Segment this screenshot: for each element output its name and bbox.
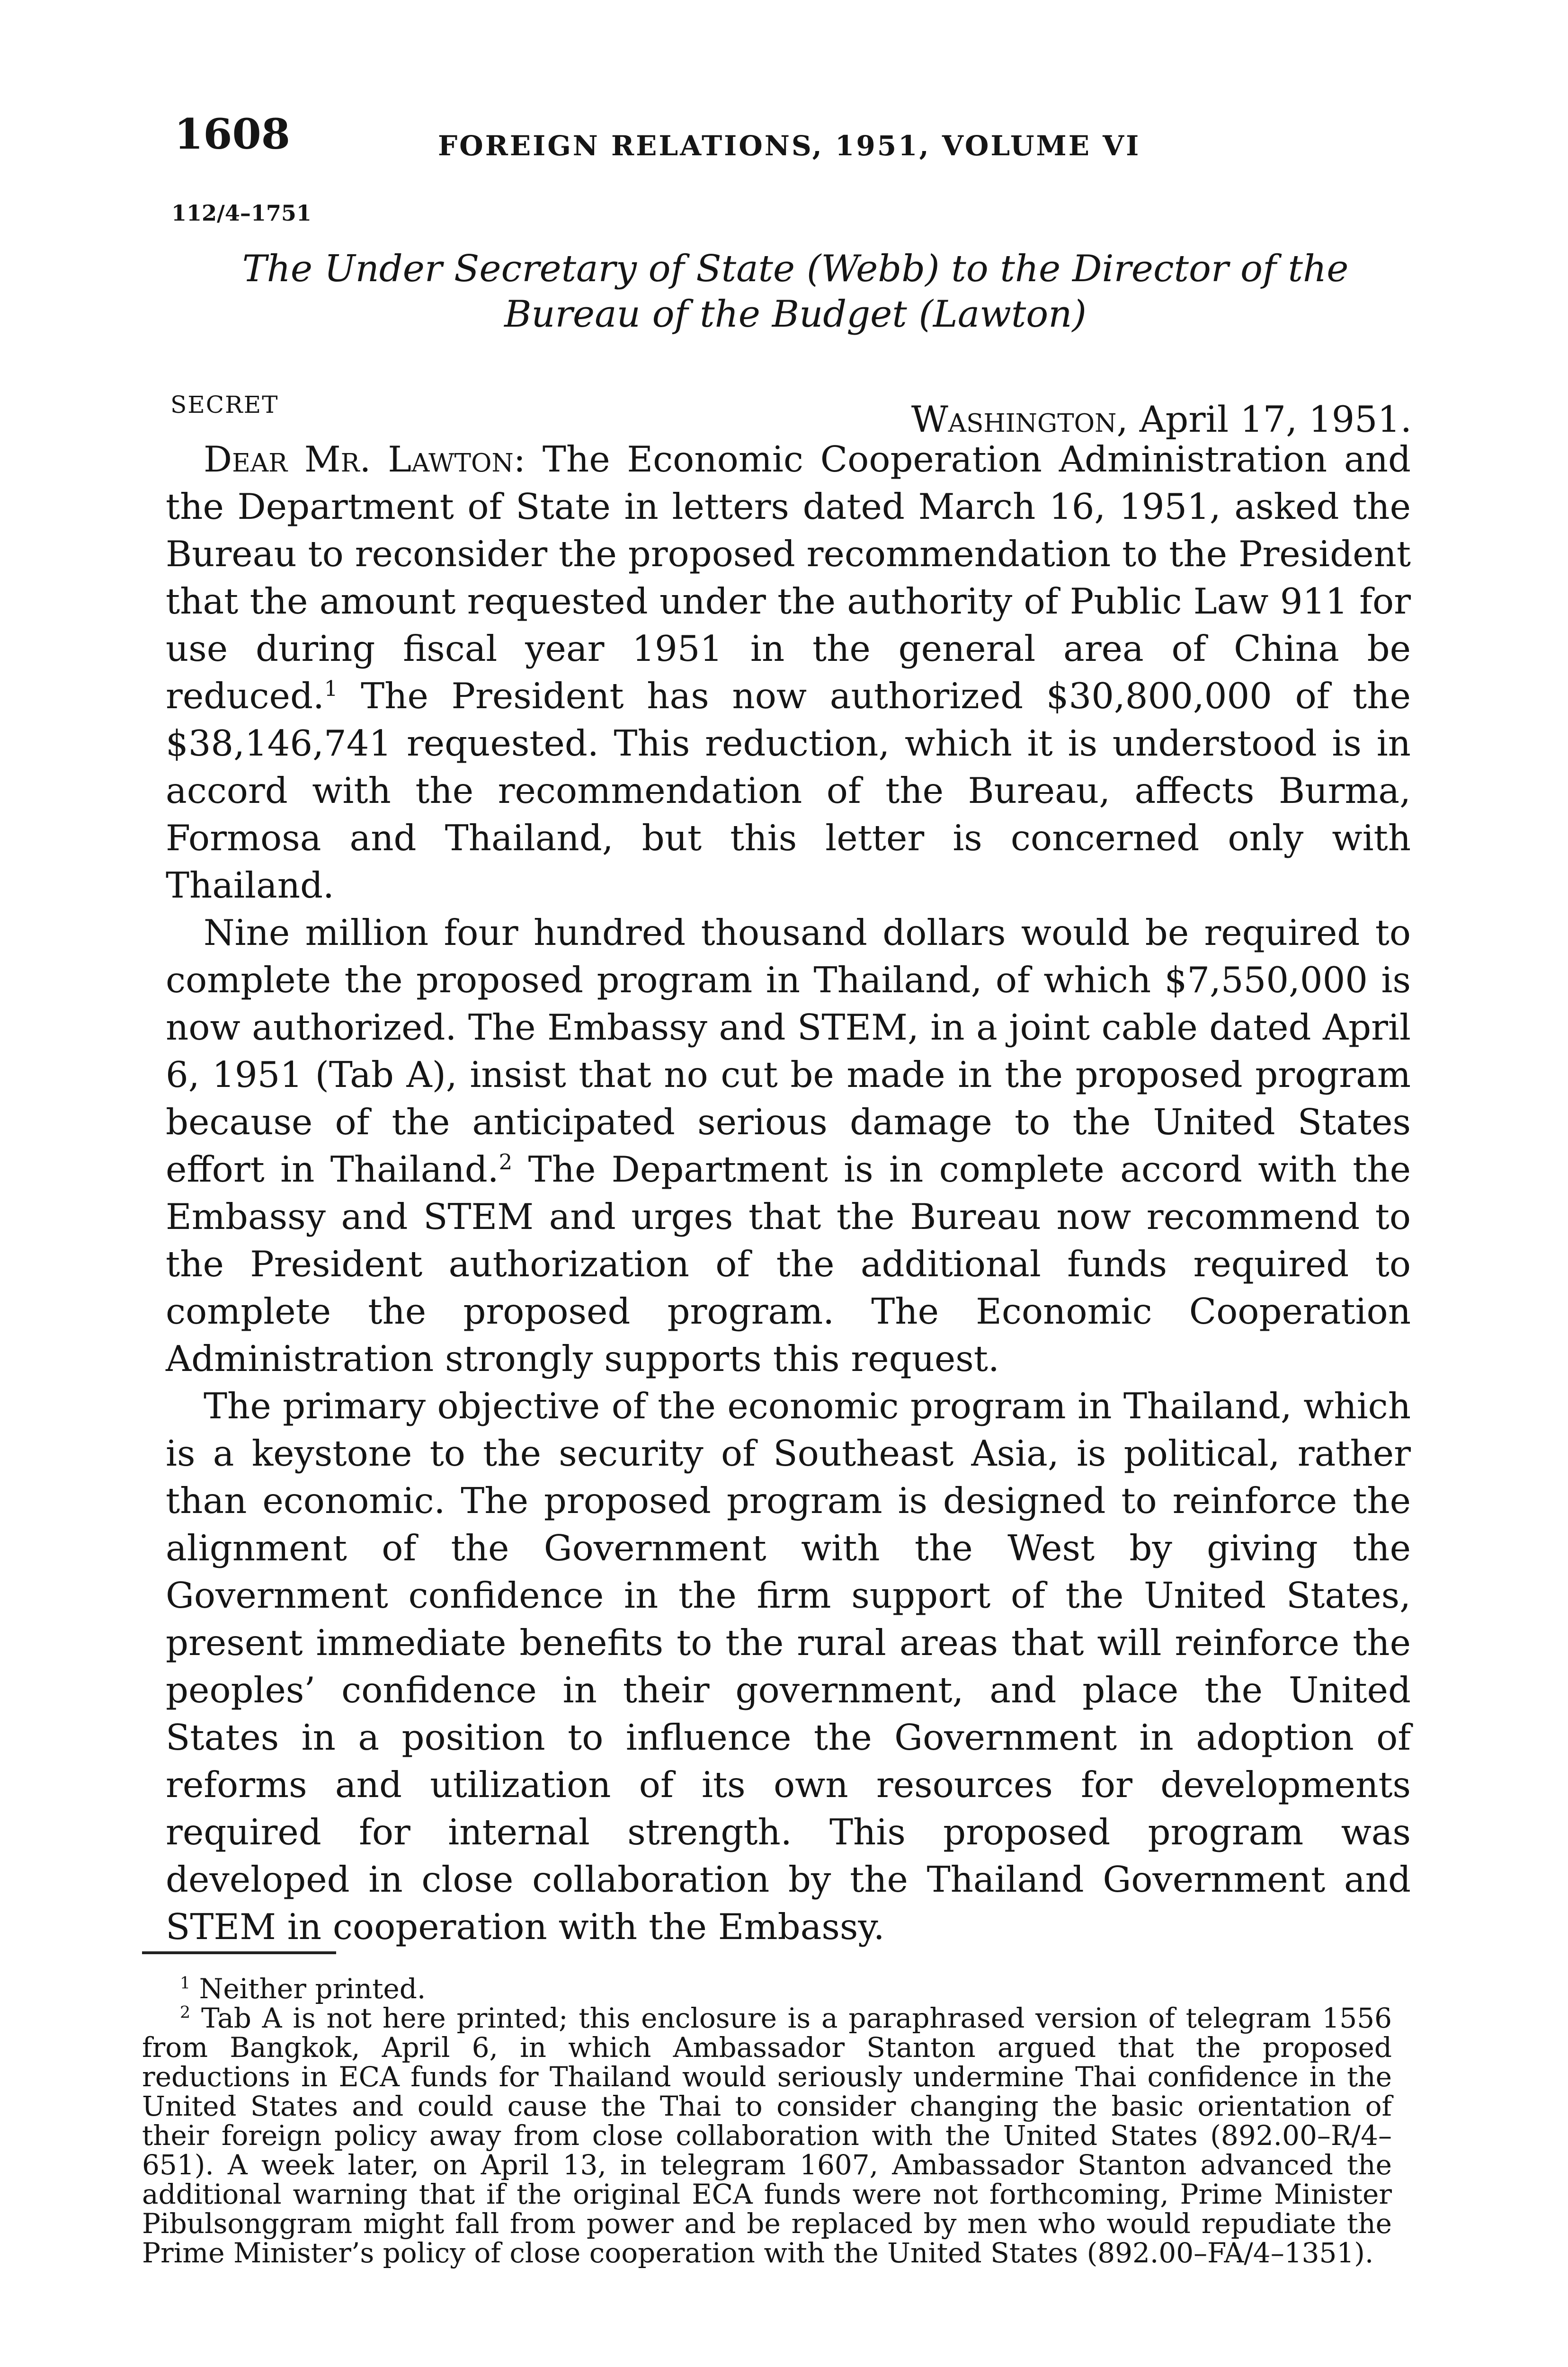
dateline-date: , April 17, 1951. [1116,398,1412,440]
letter-body [166,436,1411,1950]
paragraph-1: Dear Mr. Lawton: The Economic Cooperation Administration and the Department of State in letters dated March 16, 1951, asked the Bureau to reconsider the proposed recommendation to the President that the amount requested under the authority of Public Law 911 for use during fiscal year 1951 in the general area of China be reduced.$^1$ The President has now authorized $30,800,000 of the $38,146,741 requested. This reduction, which it is understood is in accord with the recommendation of the Bureau, affects Burma, Formosa and Thailand, but this letter is concerned only with Thailand. [166,438,1411,906]
footnotes [142,1974,1392,2268]
document-title: The Under Secretary of State (Webb) to the Director of the Bureau of the Budget (Lawton) [242,248,1349,336]
footnote-marker: 1 [180,1974,191,1993]
footnote-1 [142,1974,1392,2003]
running-head: FOREIGN RELATIONS, 1951, VOLUME VI [438,130,1141,162]
paragraph-2-text: Nine million four hundred thousand dollars would be required to complete the proposed program in Thailand, of which $7,550,000 is now authorized. The Embassy and STEM, in a joint cable dated April 6, 1951 (Tab A), insist that no cut be made in the proposed program because of the anticipated serious damage to the United States effort in Thailand. [166,912,1411,1190]
paragraph-1-continued: The President has now authorized $30,800,000 of the $38,146,741 requested. This reduction, which it is understood is in accord with the recommendation of the Bureau, affects Burma, Formosa and Thailand, but this letter is concerned only with Thailand. [166,675,1411,906]
file-number: 112/4–1751 [171,200,312,226]
footnote-2 [142,2003,1392,2268]
footnote-marker: 2 [180,2003,191,2022]
paragraph-3: The primary objective of the economic program in Thailand, which is a keystone to the security of Southeast Asia, is political, rather than economic. The proposed program is designed to reinforce the alignment of the Government with the West by giving the Government confidence in the firm support of the United States, present immediate benefits to the rural areas that will reinforce the peoples’ confidence in their government, and place the United States in a position to influence the Government in adoption of reforms and utilization of its own resources for developments required for internal strength. This proposed program was developed in close collaboration by the Thailand Government and STEM in cooperation with the Embassy. [166,1385,1411,1948]
footnote-ref-2[interactable]: 2 [499,1149,513,1175]
classification-label: SECRET [170,391,279,418]
page-number: 1608 [174,109,290,159]
dateline-place: Washington [911,398,1117,440]
paragraph-2 [166,909,1411,1382]
paragraph-2-continued: The Department is in complete accord with the Embassy and STEM and urges that the Bureau now recommend to the President authorization of the additional funds required to complete the proposed program. The Economic Cooperation Administration strongly supports this request. [166,1148,1411,1379]
footnote-ref-1[interactable]: 1 [324,676,338,701]
footnote-text: Neither printed. [190,1973,426,2005]
footnote-divider [142,1951,336,1954]
paragraph-1-text: The Economic Cooperation Administration and the Department of State in letters dated March 16, 1951, asked the Bureau to reconsider the proposed recommendation to the President that the amount requested under the authority of Public Law 911 for use during fiscal year 1951 in the general area of China be reduced. [166,438,1411,717]
footnote-text: Tab A is not here printed; this enclosure is a paraphrased version of telegram 1556 from Bangkok, April 6, in which Ambassador Stanton argued that the proposed reductions in ECA funds for Thailand would seriously undermine Thai confidence in the United States and could cause the Thai to consider changing the basic orientation of their foreign policy away from close collaboration with the United States (892.00–R/4–651). A week later, on April 13, in telegram 1607, Ambassador Stanton advanced the additional warning that if the original ECA funds were not forthcoming, Prime Minister Pibulsonggram might fall from power and be replaced by men who would repudiate the Prime Minister’s policy of close cooperation with the United States (892.00–FA/4–1351). [142,2002,1392,2269]
salutation: Dear Mr. Lawton [204,438,514,480]
